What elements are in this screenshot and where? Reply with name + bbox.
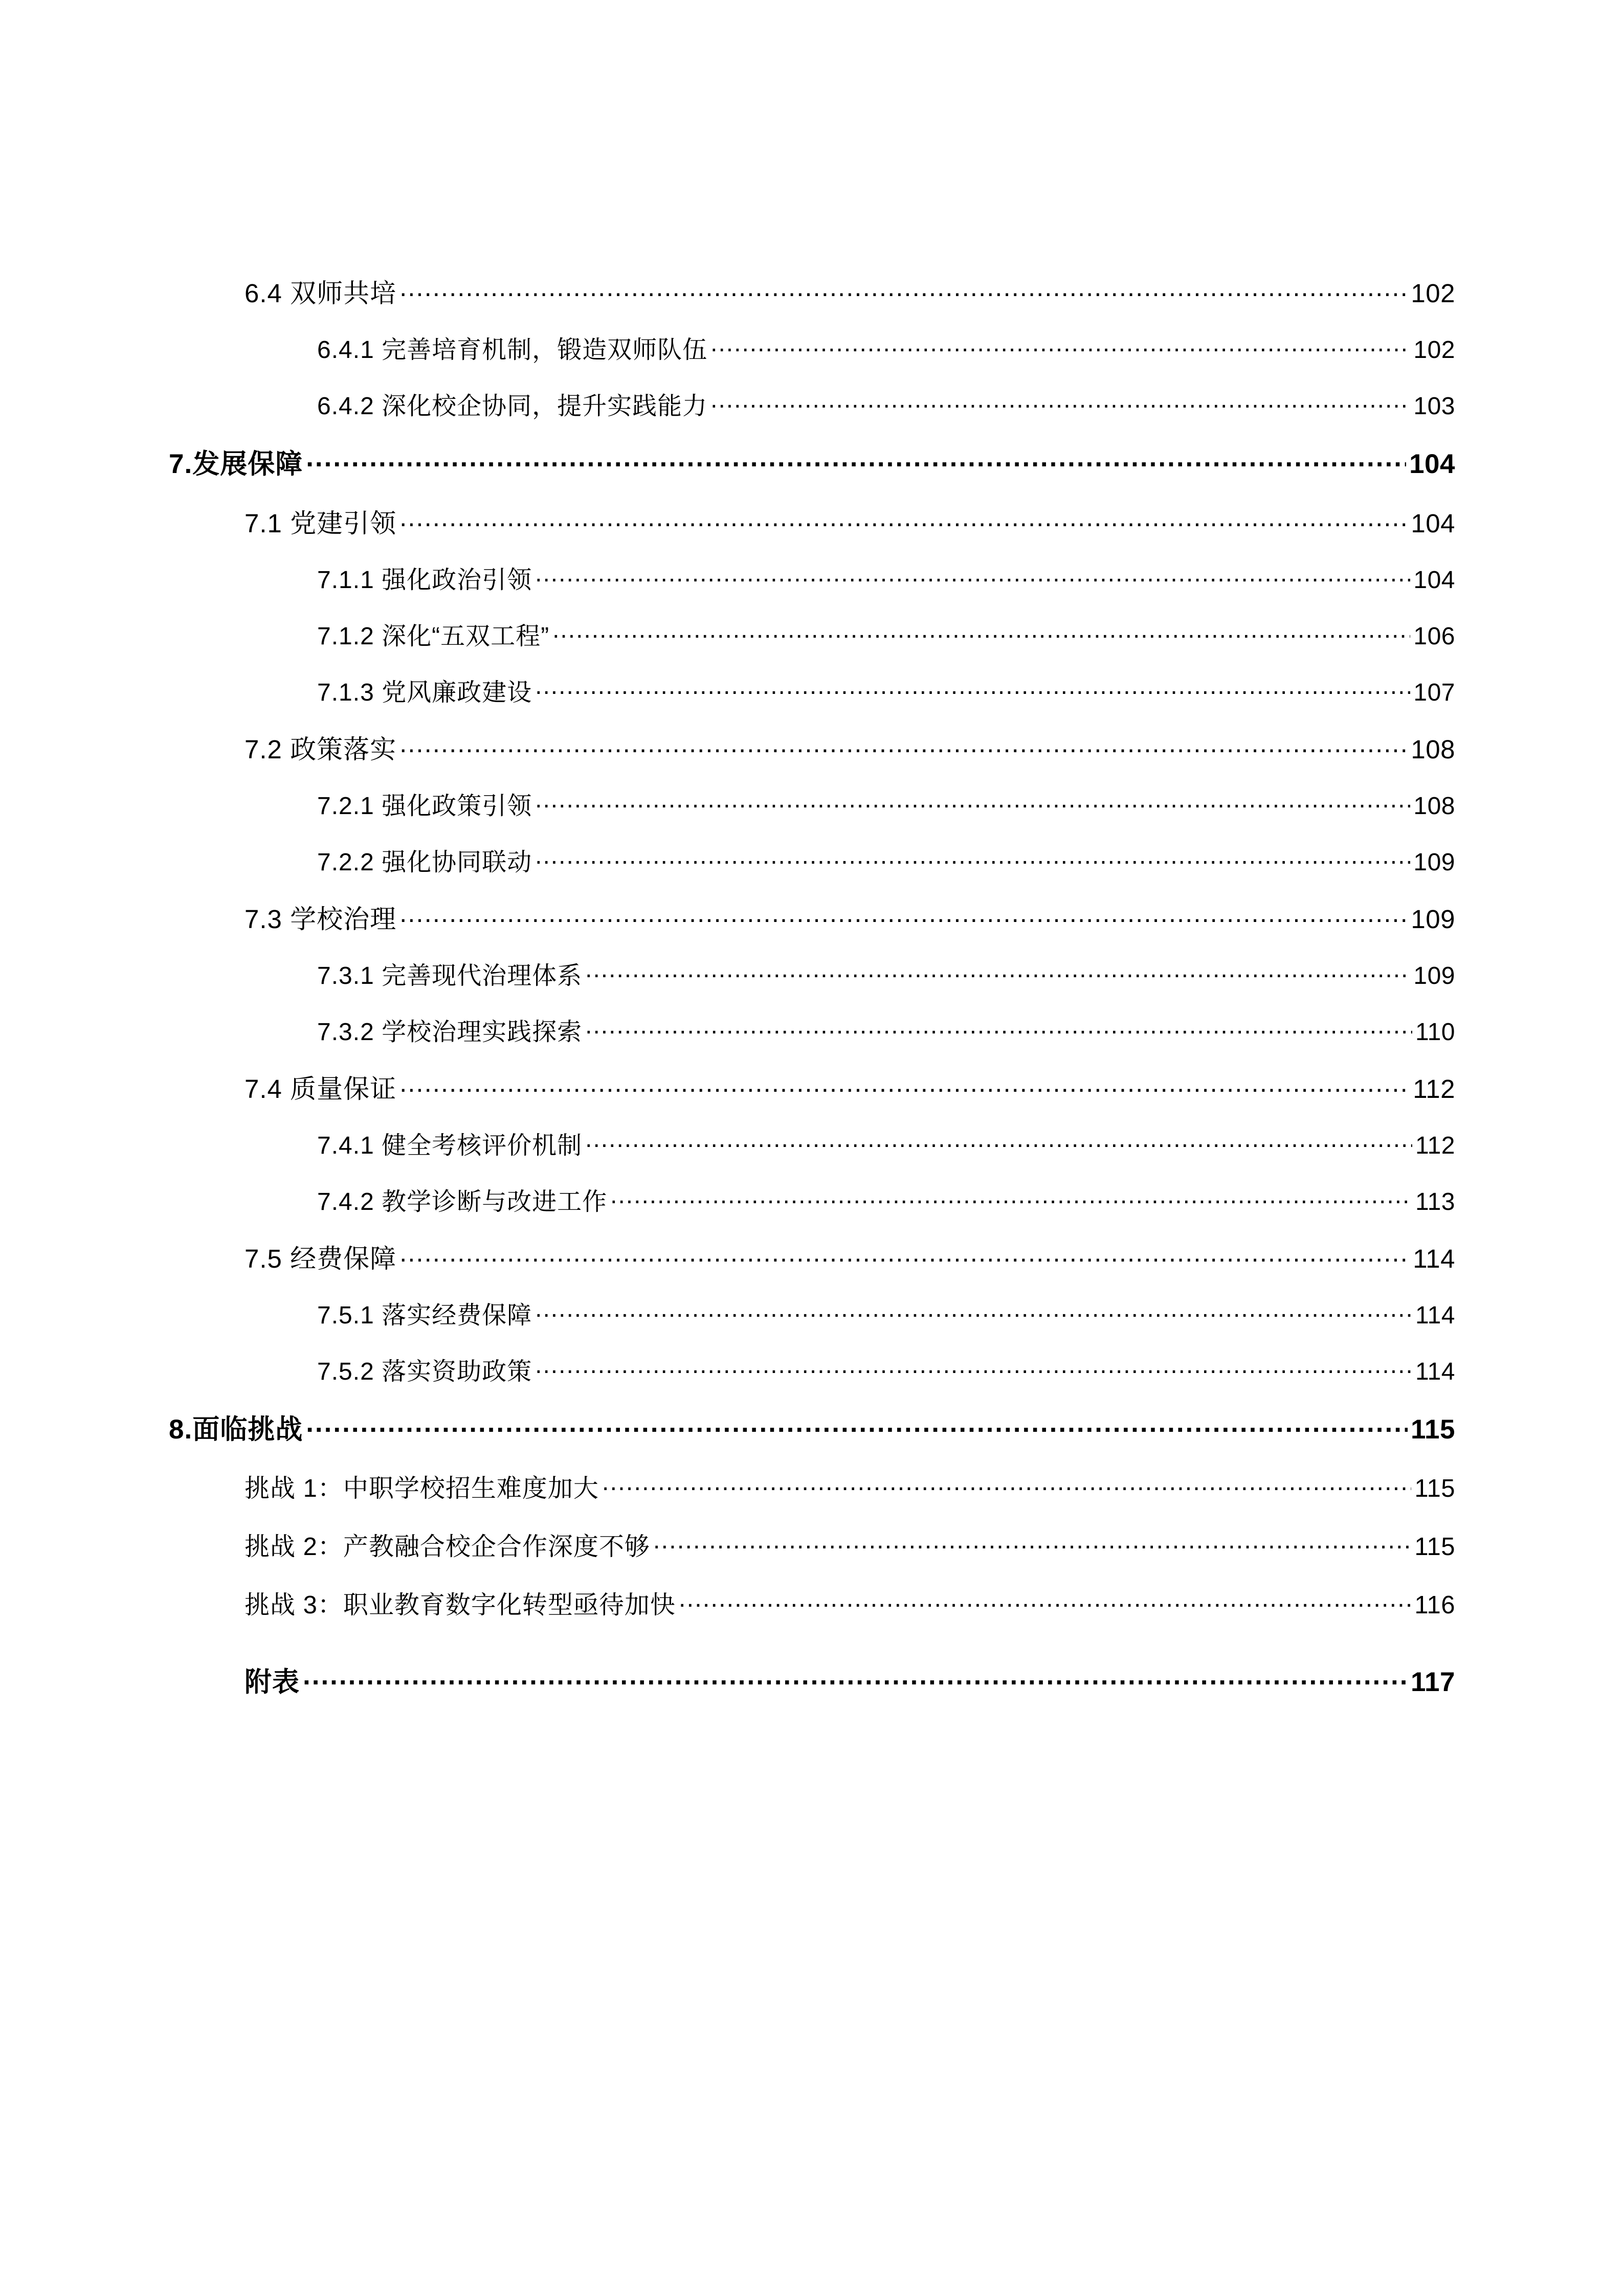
toc-entry-label: 6.4.1 完善培育机制，锻造双师队伍: [317, 336, 708, 364]
toc-entry-label: 7.3 学校治理: [244, 905, 397, 934]
toc-entry[interactable]: [169, 564, 1455, 620]
toc-entry-label: 7.5.2 落实资助政策: [317, 1358, 532, 1385]
toc-leader-dots: [535, 846, 1410, 870]
toc-entry-page-number: 102: [1413, 336, 1455, 364]
toc-entry-page-number: 106: [1413, 623, 1455, 650]
toc-leader-dots: [602, 1472, 1412, 1497]
toc-entry-label: 7.1.1 强化政治引领: [317, 567, 532, 594]
toc-entry-label: 8.面临挑战: [169, 1414, 303, 1445]
toc-entry-label: 挑战 1：中职学校招生难度加大: [244, 1475, 599, 1502]
toc-entry-label: 7.1.2 深化“五双工程”: [317, 623, 550, 650]
toc-entry-label: 7.2.2 强化协同联动: [317, 849, 532, 876]
toc-entry-page-number: 112: [1413, 1074, 1455, 1104]
toc-leader-dots: [306, 1411, 1408, 1438]
toc-entry[interactable]: [169, 390, 1455, 446]
toc-entry-page-number: 114: [1415, 1302, 1455, 1329]
toc-entry-page-number: 113: [1415, 1188, 1455, 1215]
toc-leader-dots: [535, 1299, 1412, 1323]
toc-entry-page-number: 108: [1411, 735, 1455, 764]
toc-entry-page-number: 115: [1410, 1414, 1455, 1445]
toc-entry[interactable]: [169, 1016, 1455, 1072]
toc-entry[interactable]: [169, 732, 1455, 790]
toc-entry[interactable]: [169, 1242, 1455, 1299]
toc-leader-dots: [610, 1185, 1412, 1210]
toc-entry[interactable]: [169, 446, 1455, 506]
toc-entry[interactable]: [169, 1072, 1455, 1129]
toc-entry-page-number: 104: [1413, 567, 1455, 594]
toc-entry-page-number: 115: [1414, 1475, 1455, 1502]
toc-entry-label: 7.发展保障: [169, 449, 303, 479]
toc-entry[interactable]: [169, 276, 1455, 333]
toc-leader-dots: [710, 333, 1410, 358]
toc-leader-dots: [535, 1355, 1412, 1380]
toc-entry[interactable]: [169, 790, 1455, 846]
toc-leader-dots: [303, 1664, 1408, 1691]
toc-entry-page-number: 108: [1413, 793, 1455, 820]
toc-leader-dots: [399, 506, 1408, 532]
toc-entry-label: 7.3.1 完善现代治理体系: [317, 962, 583, 989]
toc-entry-label: 7.4 质量保证: [244, 1074, 397, 1104]
toc-entry-label: 7.1 党建引领: [244, 509, 397, 538]
toc-entry-label: 挑战 2：产教融合校企合作深度不够: [244, 1533, 650, 1561]
toc-leader-dots: [653, 1530, 1412, 1555]
toc-entry-page-number: 104: [1409, 449, 1455, 479]
toc-entry-label: 7.1.3 党风廉政建设: [317, 679, 532, 706]
toc-leader-dots: [399, 1072, 1410, 1098]
toc-entry-label: 7.2.1 强化政策引领: [317, 793, 532, 820]
toc-entry[interactable]: [169, 333, 1455, 390]
toc-entry-page-number: 107: [1413, 679, 1455, 706]
toc-leader-dots: [585, 1016, 1412, 1040]
toc-entry-label: 7.2 政策落实: [244, 735, 397, 764]
toc-entry[interactable]: [169, 676, 1455, 732]
toc-leader-dots: [552, 620, 1410, 644]
toc-entry-page-number: 103: [1413, 393, 1455, 420]
toc-entry-label: 7.4.1 健全考核评价机制: [317, 1132, 583, 1159]
toc-entry-page-number: 114: [1415, 1358, 1455, 1385]
toc-entry-label: 7.4.2 教学诊断与改进工作: [317, 1188, 608, 1215]
toc-entry[interactable]: [169, 959, 1455, 1016]
toc-entry-label: 7.3.2 学校治理实践探索: [317, 1019, 583, 1046]
toc-leader-dots: [535, 676, 1410, 701]
toc-entry-label: 7.5 经费保障: [244, 1244, 397, 1273]
toc-entry[interactable]: [169, 1299, 1455, 1355]
toc-entry-label: 6.4.2 深化校企协同，提升实践能力: [317, 393, 708, 420]
toc-entry[interactable]: [169, 902, 1455, 959]
toc-leader-dots: [399, 1242, 1410, 1268]
toc-leader-dots: [399, 902, 1408, 928]
toc-entry-label: 7.5.1 落实经费保障: [317, 1302, 532, 1329]
toc-leader-dots: [399, 276, 1408, 302]
toc-entry-label: 挑战 3：职业教育数字化转型亟待加快: [244, 1591, 676, 1619]
toc-leader-dots: [399, 732, 1408, 758]
toc-entry[interactable]: [169, 846, 1455, 902]
toc-entry[interactable]: [169, 1530, 1455, 1588]
toc-entry[interactable]: [169, 1129, 1455, 1185]
toc-entry-page-number: 102: [1411, 279, 1455, 308]
toc-leader-dots: [679, 1588, 1412, 1613]
toc-entry[interactable]: [169, 620, 1455, 676]
toc-entry[interactable]: [169, 1664, 1455, 1724]
toc-entry-label: 附表: [244, 1667, 300, 1697]
toc-entry-page-number: 109: [1413, 962, 1455, 989]
toc-entry-page-number: 109: [1413, 849, 1455, 876]
toc-entry-page-number: 110: [1415, 1019, 1455, 1046]
table-of-contents: [169, 276, 1455, 1724]
toc-entry-page-number: 115: [1414, 1533, 1455, 1561]
toc-entry[interactable]: [169, 506, 1455, 564]
toc-entry[interactable]: [169, 1588, 1455, 1647]
toc-entry-page-number: 104: [1411, 509, 1455, 538]
toc-leader-dots: [535, 790, 1410, 814]
toc-leader-dots: [585, 1129, 1412, 1154]
toc-leader-dots: [535, 564, 1410, 588]
toc-leader-dots: [306, 446, 1406, 473]
toc-entry-page-number: 112: [1415, 1132, 1455, 1159]
toc-leader-dots: [710, 390, 1410, 414]
toc-leader-dots: [585, 959, 1410, 984]
toc-entry[interactable]: [169, 1355, 1455, 1411]
toc-entry-page-number: 109: [1411, 905, 1455, 934]
toc-entry[interactable]: [169, 1185, 1455, 1242]
toc-entry-page-number: 114: [1413, 1244, 1455, 1273]
toc-entry[interactable]: [169, 1411, 1455, 1472]
toc-entry-page-number: 117: [1410, 1667, 1455, 1697]
toc-entry-page-number: 116: [1414, 1591, 1455, 1619]
toc-entry[interactable]: [169, 1472, 1455, 1530]
toc-entry-label: 6.4 双师共培: [244, 279, 397, 308]
